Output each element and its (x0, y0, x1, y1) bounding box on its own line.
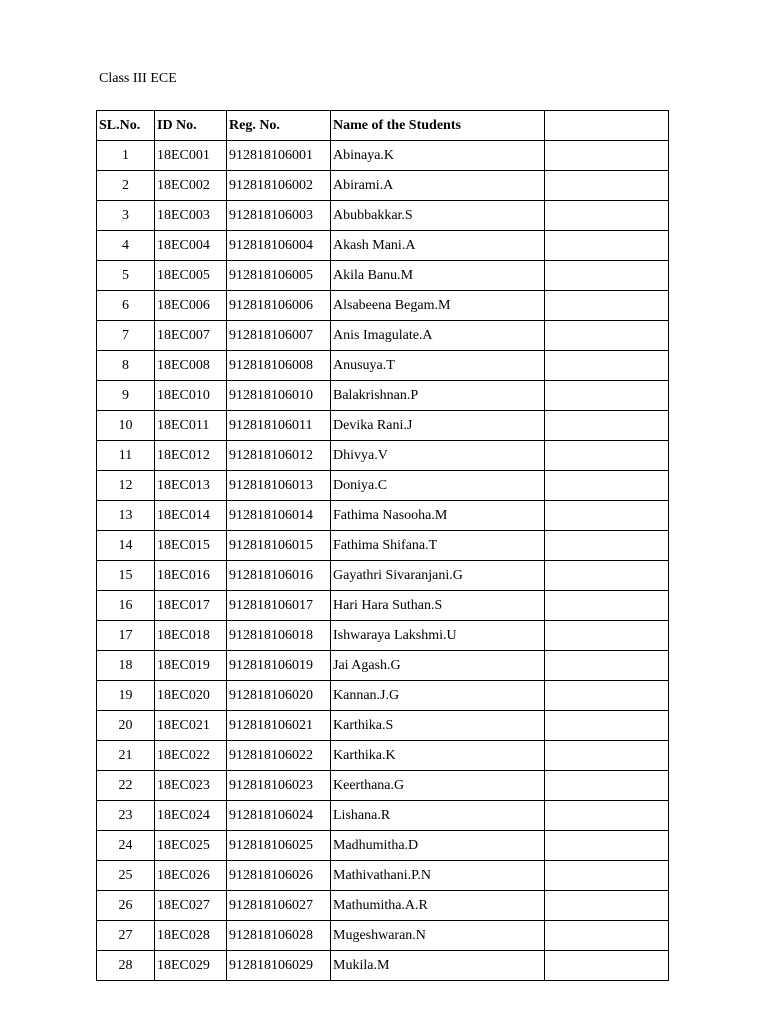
cell-student-name: Mukila.M (331, 951, 545, 981)
cell-id-no: 18EC015 (155, 531, 227, 561)
cell-reg-no: 912818106019 (227, 651, 331, 681)
cell-sl-no: 24 (97, 831, 155, 861)
cell-student-name: Karthika.K (331, 741, 545, 771)
cell-blank (545, 741, 669, 771)
cell-id-no: 18EC017 (155, 591, 227, 621)
cell-blank (545, 771, 669, 801)
table-row (97, 891, 669, 921)
cell-blank (545, 261, 669, 291)
table-row (97, 471, 669, 501)
cell-sl-no: 20 (97, 711, 155, 741)
cell-id-no: 18EC012 (155, 441, 227, 471)
cell-id-no: 18EC001 (155, 141, 227, 171)
table-row (97, 501, 669, 531)
cell-id-no: 18EC025 (155, 831, 227, 861)
header-sl-no: SL.No. (97, 111, 155, 141)
document-title: Class III ECE (99, 71, 177, 86)
cell-reg-no: 912818106018 (227, 621, 331, 651)
cell-sl-no: 7 (97, 321, 155, 351)
cell-student-name: Devika Rani.J (331, 411, 545, 441)
cell-sl-no: 1 (97, 141, 155, 171)
cell-reg-no: 912818106004 (227, 231, 331, 261)
cell-reg-no: 912818106006 (227, 291, 331, 321)
cell-sl-no: 10 (97, 411, 155, 441)
table-row (97, 351, 669, 381)
cell-student-name: Madhumitha.D (331, 831, 545, 861)
cell-student-name: Fathima Shifana.T (331, 531, 545, 561)
cell-sl-no: 11 (97, 441, 155, 471)
cell-student-name: Mugeshwaran.N (331, 921, 545, 951)
cell-blank (545, 501, 669, 531)
table-row (97, 231, 669, 261)
header-student-name: Name of the Students (331, 111, 545, 141)
cell-reg-no: 912818106007 (227, 321, 331, 351)
cell-id-no: 18EC003 (155, 201, 227, 231)
cell-id-no: 18EC005 (155, 261, 227, 291)
cell-student-name: Balakrishnan.P (331, 381, 545, 411)
cell-sl-no: 27 (97, 921, 155, 951)
cell-sl-no: 9 (97, 381, 155, 411)
cell-id-no: 18EC028 (155, 921, 227, 951)
cell-reg-no: 912818106022 (227, 741, 331, 771)
table-row (97, 771, 669, 801)
cell-id-no: 18EC019 (155, 651, 227, 681)
cell-blank (545, 951, 669, 981)
cell-reg-no: 912818106020 (227, 681, 331, 711)
cell-id-no: 18EC018 (155, 621, 227, 651)
cell-student-name: Anusuya.T (331, 351, 545, 381)
table-row (97, 651, 669, 681)
cell-blank (545, 171, 669, 201)
cell-sl-no: 6 (97, 291, 155, 321)
cell-sl-no: 14 (97, 531, 155, 561)
table-row (97, 201, 669, 231)
table-row (97, 561, 669, 591)
cell-student-name: Abirami.A (331, 171, 545, 201)
cell-sl-no: 28 (97, 951, 155, 981)
cell-sl-no: 15 (97, 561, 155, 591)
cell-reg-no: 912818106023 (227, 771, 331, 801)
cell-id-no: 18EC029 (155, 951, 227, 981)
cell-blank (545, 831, 669, 861)
cell-id-no: 18EC010 (155, 381, 227, 411)
cell-id-no: 18EC021 (155, 711, 227, 741)
cell-blank (545, 441, 669, 471)
cell-reg-no: 912818106028 (227, 921, 331, 951)
table-row (97, 591, 669, 621)
cell-sl-no: 13 (97, 501, 155, 531)
cell-sl-no: 25 (97, 861, 155, 891)
cell-blank (545, 201, 669, 231)
cell-reg-no: 912818106015 (227, 531, 331, 561)
cell-student-name: Jai Agash.G (331, 651, 545, 681)
cell-id-no: 18EC023 (155, 771, 227, 801)
cell-blank (545, 921, 669, 951)
cell-blank (545, 321, 669, 351)
cell-sl-no: 16 (97, 591, 155, 621)
cell-student-name: Alsabeena Begam.M (331, 291, 545, 321)
table-row (97, 531, 669, 561)
table-row (97, 831, 669, 861)
table-row (97, 171, 669, 201)
cell-student-name: Anis Imagulate.A (331, 321, 545, 351)
cell-student-name: Karthika.S (331, 711, 545, 741)
cell-blank (545, 591, 669, 621)
table-row (97, 261, 669, 291)
cell-student-name: Mathivathani.P.N (331, 861, 545, 891)
cell-reg-no: 912818106017 (227, 591, 331, 621)
cell-id-no: 18EC004 (155, 231, 227, 261)
cell-reg-no: 912818106010 (227, 381, 331, 411)
cell-blank (545, 801, 669, 831)
table-row (97, 411, 669, 441)
table-row (97, 861, 669, 891)
table-row (97, 921, 669, 951)
cell-id-no: 18EC013 (155, 471, 227, 501)
cell-blank (545, 711, 669, 741)
cell-blank (545, 531, 669, 561)
cell-sl-no: 8 (97, 351, 155, 381)
cell-blank (545, 861, 669, 891)
cell-id-no: 18EC016 (155, 561, 227, 591)
cell-id-no: 18EC008 (155, 351, 227, 381)
cell-student-name: Akash Mani.A (331, 231, 545, 261)
table-body (97, 141, 669, 981)
cell-sl-no: 2 (97, 171, 155, 201)
cell-student-name: Fathima Nasooha.M (331, 501, 545, 531)
header-reg-no: Reg. No. (227, 111, 331, 141)
table-row (97, 951, 669, 981)
cell-reg-no: 912818106008 (227, 351, 331, 381)
cell-id-no: 18EC002 (155, 171, 227, 201)
cell-reg-no: 912818106021 (227, 711, 331, 741)
cell-reg-no: 912818106001 (227, 141, 331, 171)
cell-reg-no: 912818106011 (227, 411, 331, 441)
cell-id-no: 18EC014 (155, 501, 227, 531)
table-row (97, 441, 669, 471)
cell-reg-no: 912818106014 (227, 501, 331, 531)
table-row (97, 321, 669, 351)
cell-sl-no: 19 (97, 681, 155, 711)
cell-id-no: 18EC011 (155, 411, 227, 441)
cell-blank (545, 141, 669, 171)
cell-reg-no: 912818106016 (227, 561, 331, 591)
table-row (97, 741, 669, 771)
cell-sl-no: 26 (97, 891, 155, 921)
table-row (97, 381, 669, 411)
table-row (97, 711, 669, 741)
table-row (97, 291, 669, 321)
cell-student-name: Ishwaraya Lakshmi.U (331, 621, 545, 651)
cell-reg-no: 912818106012 (227, 441, 331, 471)
table-row (97, 621, 669, 651)
cell-blank (545, 411, 669, 441)
cell-student-name: Abubbakkar.S (331, 201, 545, 231)
cell-id-no: 18EC027 (155, 891, 227, 921)
cell-id-no: 18EC026 (155, 861, 227, 891)
cell-id-no: 18EC022 (155, 741, 227, 771)
cell-student-name: Doniya.C (331, 471, 545, 501)
cell-blank (545, 651, 669, 681)
cell-sl-no: 22 (97, 771, 155, 801)
header-blank (545, 111, 669, 141)
cell-sl-no: 5 (97, 261, 155, 291)
cell-reg-no: 912818106005 (227, 261, 331, 291)
cell-blank (545, 351, 669, 381)
cell-sl-no: 21 (97, 741, 155, 771)
cell-sl-no: 12 (97, 471, 155, 501)
cell-sl-no: 17 (97, 621, 155, 651)
cell-student-name: Hari Hara Suthan.S (331, 591, 545, 621)
table-row (97, 801, 669, 831)
table-row (97, 681, 669, 711)
cell-id-no: 18EC007 (155, 321, 227, 351)
cell-student-name: Lishana.R (331, 801, 545, 831)
cell-reg-no: 912818106027 (227, 891, 331, 921)
header-id-no: ID No. (155, 111, 227, 141)
cell-blank (545, 291, 669, 321)
cell-reg-no: 912818106003 (227, 201, 331, 231)
cell-reg-no: 912818106002 (227, 171, 331, 201)
table-row (97, 141, 669, 171)
cell-sl-no: 4 (97, 231, 155, 261)
cell-sl-no: 18 (97, 651, 155, 681)
cell-student-name: Kannan.J.G (331, 681, 545, 711)
cell-blank (545, 681, 669, 711)
cell-sl-no: 23 (97, 801, 155, 831)
table-header-row (97, 111, 669, 141)
cell-id-no: 18EC020 (155, 681, 227, 711)
cell-blank (545, 471, 669, 501)
cell-reg-no: 912818106026 (227, 861, 331, 891)
cell-blank (545, 231, 669, 261)
cell-student-name: Keerthana.G (331, 771, 545, 801)
cell-reg-no: 912818106013 (227, 471, 331, 501)
cell-blank (545, 891, 669, 921)
cell-sl-no: 3 (97, 201, 155, 231)
cell-blank (545, 561, 669, 591)
cell-blank (545, 381, 669, 411)
cell-student-name: Akila Banu.M (331, 261, 545, 291)
cell-reg-no: 912818106025 (227, 831, 331, 861)
cell-blank (545, 621, 669, 651)
cell-id-no: 18EC024 (155, 801, 227, 831)
student-roster-table (96, 110, 669, 981)
cell-student-name: Dhivya.V (331, 441, 545, 471)
cell-student-name: Gayathri Sivaranjani.G (331, 561, 545, 591)
cell-student-name: Abinaya.K (331, 141, 545, 171)
cell-reg-no: 912818106029 (227, 951, 331, 981)
cell-id-no: 18EC006 (155, 291, 227, 321)
cell-student-name: Mathumitha.A.R (331, 891, 545, 921)
cell-reg-no: 912818106024 (227, 801, 331, 831)
